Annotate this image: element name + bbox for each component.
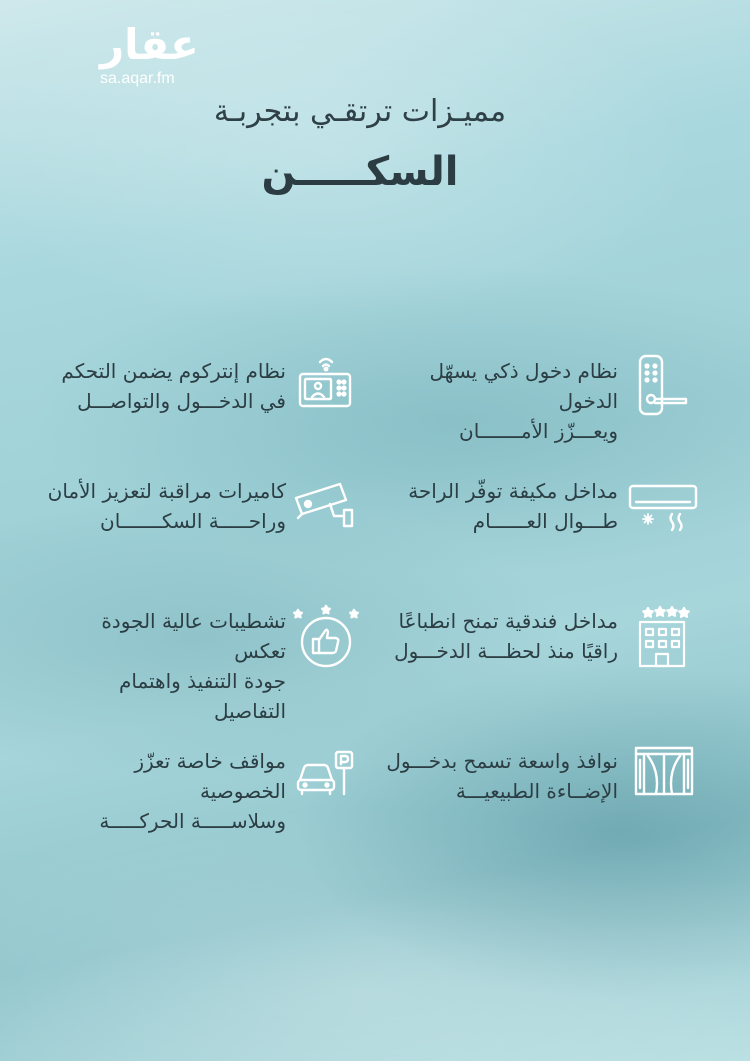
feature-text [46, 746, 286, 836]
feature-line1: تشطيبات عالية الجودة تعكس [101, 609, 286, 663]
parking-car-icon [290, 744, 362, 810]
feature-line1: نوافذ واسعة تسمح بدخـــول [386, 749, 618, 773]
security-camera-icon [290, 474, 362, 540]
logo-url: sa.aqar.fm [100, 70, 175, 87]
feature-line1: نظام دخول ذكي يسهّل الدخول [429, 359, 618, 413]
feature-line1: نظام إنتركوم يضمن التحكم [61, 359, 286, 383]
feature-intercom [0, 354, 750, 424]
feature-finishes [0, 604, 750, 723]
feature-line2: في الدخـــول والتواصـــل [77, 389, 286, 413]
feature-line2: ويعـــزّز الأمـــــــان [459, 419, 618, 443]
feature-line1: كاميرات مراقبة لتعزيز الأمان [47, 479, 286, 503]
feature-line2: وراحـــــة السكـــــــان [100, 509, 286, 533]
feature-text [46, 476, 286, 536]
page-title-line1: مميـزات ترتقـي بتجربـة [213, 94, 507, 129]
feature-line2: الإضــاءة الطبيعيـــة [455, 779, 618, 803]
feature-text [46, 356, 286, 416]
page-title-line2: السكـــــن [261, 149, 459, 195]
feature-surveillance [0, 474, 750, 544]
quality-thumbs-up-icon [290, 604, 362, 670]
feature-line1: مداخل فندقية تمنح انطباعًا [398, 609, 618, 633]
feature-line2: وسلاســـــة الحركـــــة [99, 809, 286, 833]
feature-line2: جودة التنفيذ واهتمام التفاصيل [118, 669, 286, 723]
feature-parking [0, 744, 750, 833]
aqar-logo [100, 22, 220, 92]
logo-word: عقار [100, 20, 199, 69]
feature-text [46, 606, 286, 726]
intercom-icon [290, 354, 362, 420]
feature-line1: مداخل مكيفة توفّر الراحة [408, 479, 618, 503]
feature-line1: مواقف خاصة تعزّز الخصوصية [134, 749, 286, 803]
feature-line2: راقيًا منذ لحظـــة الدخـــول [394, 639, 618, 663]
feature-line2: طـــوال العــــــام [472, 509, 618, 533]
